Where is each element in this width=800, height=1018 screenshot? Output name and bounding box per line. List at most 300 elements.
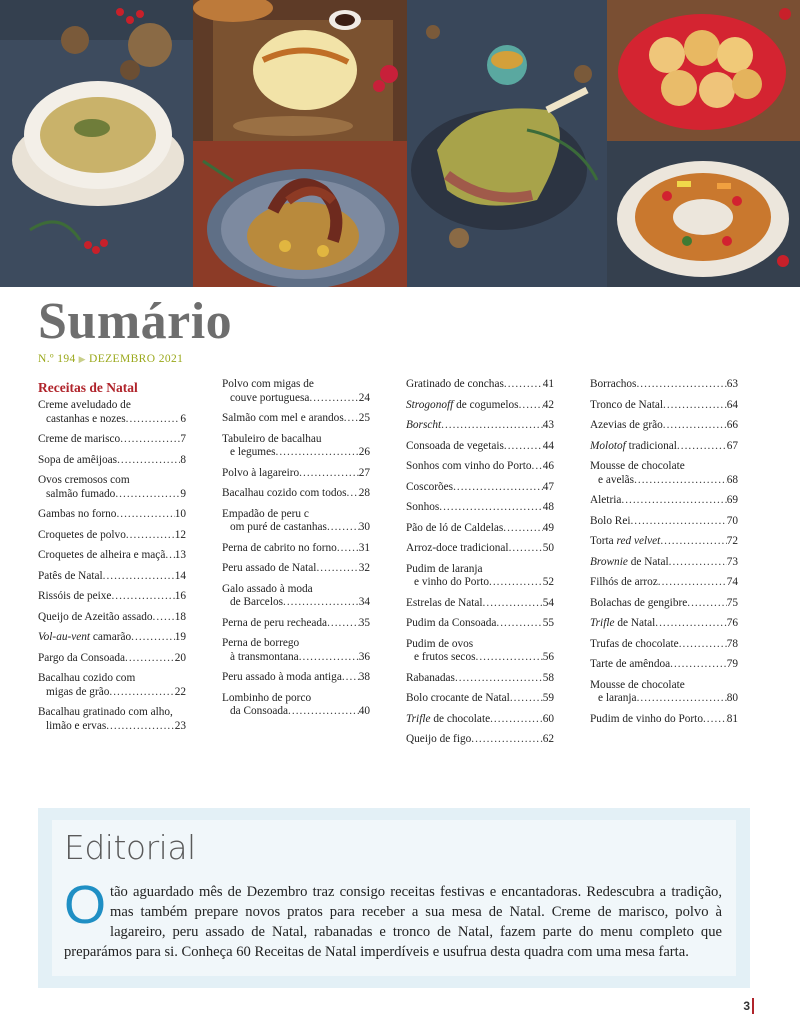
dot-leader xyxy=(106,720,174,734)
toc-entry-title xyxy=(406,501,439,515)
dot-leader xyxy=(316,562,358,576)
toc-entry-text: Tabuleiro de bacalhau xyxy=(222,432,322,445)
toc-page-number: 44 xyxy=(542,439,554,452)
toc-entry-text: tradicional xyxy=(628,439,677,452)
toc-entry-first-line xyxy=(222,508,370,522)
toc-entry xyxy=(38,529,186,543)
toc-page-number: 30 xyxy=(358,521,370,533)
dot-leader xyxy=(677,440,727,454)
toc-entry-row xyxy=(590,597,738,611)
toc-entry-text: Estrelas de Natal xyxy=(406,596,483,609)
toc-entry-text: Pudim de ovos xyxy=(406,637,474,650)
dot-leader xyxy=(109,686,174,700)
toc-entry-row xyxy=(590,713,738,727)
toc-entry-text: Bacalhau cozido com xyxy=(38,672,136,684)
photo-octopus xyxy=(193,141,407,287)
toc-entry-continuation: e avelãs xyxy=(598,473,635,486)
toc-entry-row xyxy=(590,440,738,454)
toc-entry-continuation: da Consoada xyxy=(230,705,289,717)
toc-entry-text: Empadão de peru c xyxy=(222,507,309,520)
toc-entry-title xyxy=(38,652,125,666)
toc-entry-text: Creme aveludado de xyxy=(38,399,131,411)
toc-entry-title xyxy=(406,522,503,536)
dot-leader xyxy=(655,617,726,631)
toc-entry xyxy=(406,481,554,495)
toc-entry-row xyxy=(38,508,186,522)
toc-page-number: 8 xyxy=(180,453,186,466)
toc-page-number: 48 xyxy=(542,501,554,513)
dot-leader xyxy=(441,419,543,433)
toc-entry-text: Ovos cremosos com xyxy=(38,474,130,486)
toc-page-number: 7 xyxy=(180,433,186,445)
toc-entry xyxy=(406,597,554,611)
dot-leader xyxy=(503,522,542,536)
dot-leader xyxy=(636,378,726,392)
toc-entry-row xyxy=(222,446,370,460)
toc-page-number: 43 xyxy=(542,419,554,431)
toc-entry-row xyxy=(590,638,738,652)
dot-leader xyxy=(309,392,358,406)
toc-entry xyxy=(38,631,186,645)
toc-entry xyxy=(222,671,370,685)
toc-entry-text: Bolo Rei xyxy=(590,514,631,527)
photo-fritters xyxy=(607,0,800,141)
toc-entry-title xyxy=(590,440,677,454)
toc-entry xyxy=(222,542,370,556)
toc-entry xyxy=(222,433,370,460)
toc-entry-first-line xyxy=(222,433,370,447)
toc-entry-italic: Trifle xyxy=(590,617,615,629)
toc-entry-title xyxy=(222,412,344,426)
toc-page-number: 70 xyxy=(726,514,738,527)
toc-page-number: 63 xyxy=(726,378,738,390)
toc-entry-row xyxy=(222,651,370,665)
toc-entry xyxy=(38,454,186,468)
toc-entry-title xyxy=(38,399,131,411)
toc-entry xyxy=(38,652,186,666)
toc-page-number: 74 xyxy=(726,576,738,588)
toc-entry-row xyxy=(406,713,554,727)
toc-page-number: 47 xyxy=(542,480,554,493)
toc-entry-row xyxy=(38,720,186,734)
toc-entry-title xyxy=(222,692,311,704)
dot-leader xyxy=(455,672,543,686)
toc-entry-row xyxy=(222,596,370,610)
page-number: 3 xyxy=(743,999,750,1013)
toc-entry-text: Salmão com mel e arandos xyxy=(222,412,344,424)
editorial-box xyxy=(38,808,750,988)
toc-entry-title xyxy=(590,576,658,590)
toc-entry-row xyxy=(222,412,370,426)
toc-entry-italic: red velvet xyxy=(616,535,661,547)
toc-entry-row xyxy=(38,454,186,468)
toc-entry-text: Sonhos xyxy=(406,501,440,513)
toc-entry-row xyxy=(38,433,186,447)
toc-entry-title xyxy=(406,617,496,631)
toc-page-number: 50 xyxy=(542,542,554,554)
triangle-separator-icon: ▶ xyxy=(78,354,86,364)
toc-entry-row xyxy=(590,378,738,392)
toc-entry xyxy=(38,549,186,563)
toc-entry xyxy=(38,433,186,447)
toc-entry-text: Coscorões xyxy=(406,480,454,493)
dot-leader xyxy=(283,596,359,610)
toc-entry xyxy=(590,419,738,433)
dot-leader xyxy=(660,535,726,549)
dot-leader xyxy=(519,399,543,413)
issue-number: N.º 194 xyxy=(38,353,76,365)
dot-leader xyxy=(120,433,180,447)
toc-entry-italic: Strogonoff xyxy=(406,398,454,411)
toc-entry-continuation: e laranja xyxy=(598,692,637,704)
toc-entry xyxy=(222,583,370,610)
toc-entry xyxy=(590,679,738,706)
toc-entry-text: Filhós de arroz xyxy=(590,576,658,588)
dot-leader xyxy=(342,671,359,685)
section-title: Receitas de Natal xyxy=(38,380,138,395)
toc-page-number: 75 xyxy=(726,596,738,609)
toc-entry-row xyxy=(406,617,554,631)
toc-page-number: 40 xyxy=(358,705,370,717)
toc-entry xyxy=(590,713,738,727)
toc-entry xyxy=(406,399,554,413)
toc-page-number: 59 xyxy=(542,692,554,704)
toc-page-number: 72 xyxy=(726,535,738,547)
toc-entry-text: Sopa de amêijoas xyxy=(38,453,118,466)
editorial-dropcap: O xyxy=(64,875,107,935)
toc-entry-row xyxy=(590,399,738,413)
toc-entry-title xyxy=(406,542,509,556)
toc-entry-title xyxy=(38,706,173,718)
toc-entry-title xyxy=(590,679,685,691)
dot-leader xyxy=(634,474,727,488)
toc-entry xyxy=(406,692,554,706)
toc-page-number: 69 xyxy=(726,494,738,506)
toc-entry-title xyxy=(38,474,130,486)
toc-entry-row xyxy=(222,392,370,406)
toc-entry-row xyxy=(590,692,738,706)
toc-entry-text: Bolo crocante de Natal xyxy=(406,692,510,704)
toc-entry-title xyxy=(406,672,455,686)
dot-leader xyxy=(687,597,726,611)
toc-entry-text: Mousse de chocolate xyxy=(590,460,685,472)
toc-page-number: 52 xyxy=(542,576,554,588)
toc-entry xyxy=(38,590,186,604)
toc-entry-first-line xyxy=(38,474,186,488)
toc-entry-row xyxy=(406,672,554,686)
toc-entry-row xyxy=(38,686,186,700)
toc-entry xyxy=(406,440,554,454)
toc-entry-row xyxy=(38,488,186,502)
toc-entry-row xyxy=(406,597,554,611)
dot-leader xyxy=(344,412,359,426)
toc-entry-text: Rissóis de peixe xyxy=(38,590,112,602)
toc-entry-title xyxy=(222,508,309,520)
toc-page-number: 23 xyxy=(174,719,186,732)
toc-page-number: 13 xyxy=(174,549,186,561)
toc-entry-text: Consoada de vegetais xyxy=(406,439,504,452)
toc-entry-text: Torta xyxy=(590,535,614,547)
toc-entry xyxy=(590,460,738,487)
toc-entry xyxy=(406,713,554,727)
toc-entry-row xyxy=(222,467,370,481)
toc-entry-title xyxy=(406,733,471,747)
toc-page-number: 76 xyxy=(726,617,738,629)
toc-entry-text: Patês de Natal xyxy=(38,569,103,582)
toc-entry-row xyxy=(38,631,186,645)
toc-entry-text: Bacalhau gratinado com alho, xyxy=(38,706,173,718)
toc-page-number: 46 xyxy=(542,460,554,472)
photo-bolo-rei xyxy=(607,141,800,287)
toc-page-number: 62 xyxy=(542,733,554,745)
toc-entry xyxy=(222,467,370,481)
dot-leader xyxy=(637,692,727,706)
toc-entry-continuation: e vinho do Porto xyxy=(414,576,489,588)
toc-entry-first-line xyxy=(590,679,738,693)
dot-leader xyxy=(117,454,180,468)
toc-entry-row xyxy=(590,494,738,508)
toc-entry xyxy=(590,378,738,392)
dot-leader xyxy=(532,460,543,474)
toc-page-number: 55 xyxy=(542,617,554,629)
toc-entry-text: Croquetes de polvo xyxy=(38,528,126,541)
toc-entry-text: de chocolate xyxy=(433,712,491,725)
dot-leader xyxy=(327,521,359,535)
toc-entry-title xyxy=(590,419,663,433)
toc-entry-first-line xyxy=(38,672,186,686)
toc-entry-text: Polvo com migas de xyxy=(222,378,314,390)
toc-entry-title xyxy=(406,378,504,392)
toc-page-number: 25 xyxy=(358,412,370,424)
toc-entry xyxy=(222,508,370,535)
toc-page-number: 20 xyxy=(174,651,186,664)
toc-entry-title xyxy=(222,583,313,595)
toc-entry-text: Galo assado à moda xyxy=(222,582,313,595)
toc-entry xyxy=(406,733,554,747)
toc-entry xyxy=(590,597,738,611)
dot-leader xyxy=(504,378,543,392)
toc-entry-row xyxy=(38,652,186,666)
dot-leader xyxy=(509,542,543,556)
toc-entry-text: Bolachas de gengibre xyxy=(590,596,688,609)
toc-entry-title xyxy=(38,590,111,604)
toc-entry-italic: Vol-au-vent xyxy=(38,631,91,643)
toc-entry-text: Bacalhau cozido com todos xyxy=(222,487,347,499)
toc-entry-row xyxy=(406,440,554,454)
toc-entry-title xyxy=(590,597,687,611)
toc-entry-title xyxy=(590,494,621,508)
toc-entry-title xyxy=(406,638,473,650)
issue-info xyxy=(38,353,183,365)
dot-leader xyxy=(126,413,181,427)
toc-entry-first-line xyxy=(590,460,738,474)
dot-leader xyxy=(679,638,727,652)
dot-leader xyxy=(621,494,726,508)
dot-leader xyxy=(510,692,543,706)
toc-page-number: 14 xyxy=(174,569,186,582)
dot-leader xyxy=(670,658,727,672)
toc-entry xyxy=(590,617,738,631)
toc-entry-continuation: couve portuguesa xyxy=(230,391,310,404)
toc-entry-title xyxy=(590,378,636,392)
toc-page-number: 80 xyxy=(726,692,738,704)
toc-entry xyxy=(38,672,186,699)
toc-page-number: 16 xyxy=(174,590,186,602)
toc-page-number: 67 xyxy=(726,439,738,452)
dot-leader xyxy=(490,713,543,727)
toc-entry-title xyxy=(590,617,655,631)
toc-entry-title xyxy=(222,542,337,556)
dot-leader xyxy=(126,529,175,543)
toc-page-number: 27 xyxy=(358,466,370,479)
toc-entry-text: Pudim de vinho do Porto xyxy=(590,712,703,725)
toc-entry-text: de Natal xyxy=(617,617,656,629)
toc-entry-row xyxy=(406,651,554,665)
dot-leader xyxy=(125,652,175,666)
toc-page-number: 19 xyxy=(174,631,186,643)
toc-entry-row xyxy=(406,419,554,433)
toc-entry-title xyxy=(590,535,660,549)
toc-entry-row xyxy=(222,562,370,576)
toc-page-number: 10 xyxy=(174,508,186,520)
toc-entry xyxy=(406,419,554,433)
toc-entry-text: Perna de cabrito no forno xyxy=(222,541,337,554)
toc-entry-title xyxy=(38,508,116,522)
toc-entry-text: Mousse de chocolate xyxy=(590,678,685,691)
toc-entry-row xyxy=(590,474,738,488)
table-of-contents xyxy=(0,378,800,778)
toc-page-number: 79 xyxy=(726,658,738,670)
dot-leader xyxy=(483,597,543,611)
toc-entry xyxy=(406,522,554,536)
toc-entry-first-line xyxy=(222,692,370,706)
toc-entry xyxy=(590,515,738,529)
toc-page-number: 49 xyxy=(542,521,554,534)
toc-entry-first-line xyxy=(406,638,554,652)
photo-roast-lamb xyxy=(407,0,607,287)
toc-entry-first-line xyxy=(38,399,186,413)
toc-entry xyxy=(38,570,186,584)
dot-leader xyxy=(439,501,542,515)
toc-entry-first-line xyxy=(406,563,554,577)
toc-entry xyxy=(38,706,186,733)
toc-entry-row xyxy=(406,522,554,536)
toc-page-number: 36 xyxy=(358,650,370,663)
toc-entry-continuation: limão e ervas xyxy=(46,719,107,732)
toc-entry xyxy=(38,399,186,426)
dot-leader xyxy=(504,440,543,454)
toc-entry-row xyxy=(222,487,370,501)
toc-entry-title xyxy=(406,713,490,727)
toc-entry-text: Perna de peru recheada xyxy=(222,616,328,629)
toc-entry-text: Rabanadas xyxy=(406,671,455,684)
dot-leader xyxy=(103,570,175,584)
toc-page-number: 31 xyxy=(358,541,370,554)
toc-entry-title xyxy=(406,399,519,413)
toc-entry xyxy=(38,474,186,501)
toc-entry-row xyxy=(38,549,186,563)
dot-leader xyxy=(703,713,727,727)
toc-entry-continuation: e legumes xyxy=(230,446,276,458)
toc-entry xyxy=(590,440,738,454)
toc-entry-row xyxy=(590,535,738,549)
toc-page-number: 78 xyxy=(726,637,738,650)
toc-entry xyxy=(406,672,554,686)
dot-leader xyxy=(276,446,359,460)
toc-entry-row xyxy=(406,692,554,706)
toc-entry-row xyxy=(406,501,554,515)
toc-entry-title xyxy=(38,529,126,543)
editorial-text xyxy=(64,875,722,962)
toc-entry-title xyxy=(590,713,703,727)
toc-entry-text: Trufas de chocolate xyxy=(590,637,679,650)
toc-entry xyxy=(222,637,370,664)
toc-entry-continuation: om puré de castanhas xyxy=(230,521,327,533)
toc-entry-row xyxy=(38,611,186,625)
dot-leader xyxy=(115,488,180,502)
toc-entry-title xyxy=(38,454,117,468)
toc-entry-first-line xyxy=(222,583,370,597)
toc-column-4 xyxy=(590,378,738,733)
dot-leader xyxy=(476,651,543,665)
toc-entry-continuation: de Barcelos xyxy=(230,596,284,608)
page-number-bar xyxy=(752,998,754,1014)
toc-entry xyxy=(406,501,554,515)
toc-entry-text: de cogumelos xyxy=(456,398,519,411)
toc-entry-text: Queijo de figo xyxy=(406,733,472,745)
toc-entry-title xyxy=(406,692,510,706)
toc-page-number: 26 xyxy=(358,446,370,458)
dot-leader xyxy=(489,576,543,590)
toc-entry-text: Tronco de Natal xyxy=(590,398,663,411)
toc-page-number: 6 xyxy=(180,412,186,425)
toc-entry-title xyxy=(406,597,483,611)
toc-entry xyxy=(590,535,738,549)
toc-page-number: 35 xyxy=(358,616,370,629)
editorial-body: tão aguardado mês de Dezembro traz consigo receitas festivas e encantadoras. Redescubra a tradição, mas também prepare novos pratos para receber a sua mesa de Natal. Creme de marisco, polvo à lagareiro, peru assado de Natal, rabanadas e tronco de Natal, fazem parte do menu completo que preparámos para si. Conheça 60 Receitas de Natal imperdíveis e usufrua desta quadra com uma mesa farta. xyxy=(64,884,722,960)
dot-leader xyxy=(111,590,174,604)
toc-entry-first-line xyxy=(222,378,370,392)
toc-page-number: 41 xyxy=(542,378,554,390)
toc-entry-text: Lombinho de porco xyxy=(222,691,312,704)
toc-entry xyxy=(222,692,370,719)
toc-page-number: 58 xyxy=(542,671,554,684)
toc-page-number: 24 xyxy=(358,391,370,404)
toc-entry-row xyxy=(590,556,738,570)
toc-entry-text: Aletria xyxy=(590,494,622,506)
dot-leader xyxy=(496,617,542,631)
toc-page-number: 28 xyxy=(358,487,370,499)
toc-entry-row xyxy=(38,413,186,427)
dot-leader xyxy=(669,556,727,570)
editorial-title: Editorial xyxy=(64,828,196,867)
toc-entry-text: Croquetes de alheira e maçã xyxy=(38,549,166,561)
toc-entry-row xyxy=(222,542,370,556)
toc-entry-text: Azevias de grão xyxy=(590,419,663,431)
toc-entry xyxy=(222,487,370,501)
toc-entry-title xyxy=(38,433,120,447)
dot-leader xyxy=(165,549,174,563)
toc-page-number: 66 xyxy=(726,419,738,431)
toc-entry-text: Peru assado de Natal xyxy=(222,562,317,574)
toc-page-number: 38 xyxy=(358,671,370,683)
dot-leader xyxy=(299,651,359,665)
toc-entry-text: Perna de borrego xyxy=(222,637,300,649)
toc-entry-text: Tarte de amêndoa xyxy=(590,658,671,670)
toc-column-1 xyxy=(38,378,186,740)
toc-entry xyxy=(590,576,738,590)
toc-entry xyxy=(590,638,738,652)
